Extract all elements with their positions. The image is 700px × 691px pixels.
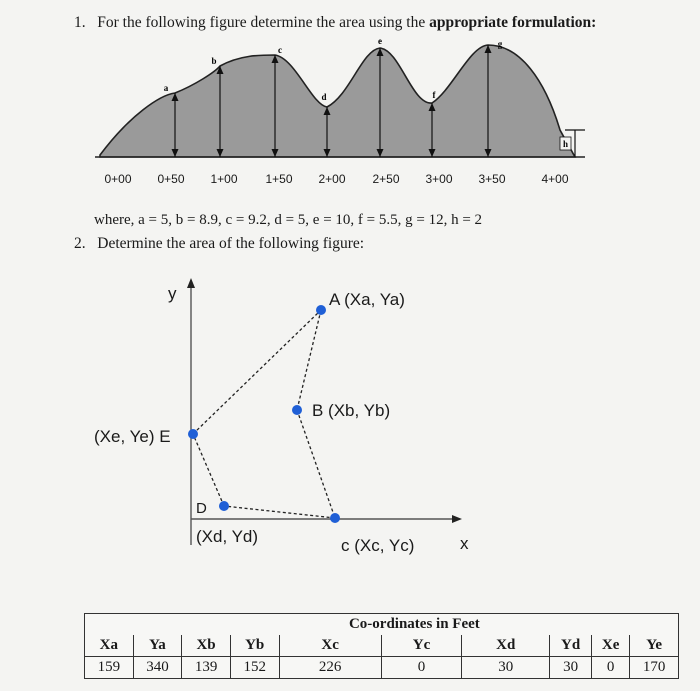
question-2-number: 2. xyxy=(74,235,86,252)
question-2-text: Determine the area of the following figure: xyxy=(97,235,365,252)
station-label: 3+00 xyxy=(425,172,453,186)
point-a xyxy=(316,305,326,315)
point-b xyxy=(292,405,302,415)
header-cell: Yb xyxy=(230,635,279,657)
y-axis-arrow xyxy=(187,278,195,288)
question-2-heading xyxy=(74,235,364,253)
value-cell: 159 xyxy=(85,657,134,679)
header-cell: Yd xyxy=(550,635,592,657)
station-label: 2+00 xyxy=(318,172,346,186)
value-cell: 30 xyxy=(550,657,592,679)
table-value-row xyxy=(85,657,679,679)
station-label: 2+50 xyxy=(372,172,400,186)
question-1-text: For the following figure determine the area using the xyxy=(97,14,430,31)
header-cell: Xb xyxy=(182,635,231,657)
label-a: a xyxy=(163,83,169,93)
header-cell: Xc xyxy=(279,635,381,657)
label-b: b xyxy=(211,56,217,66)
value-cell: 0 xyxy=(381,657,462,679)
label-d: d xyxy=(321,92,327,102)
area-profile-figure xyxy=(0,0,700,200)
station-label: 0+00 xyxy=(104,172,132,186)
point-d xyxy=(219,501,229,511)
point-c xyxy=(330,513,340,523)
x-axis-arrow xyxy=(452,515,462,523)
value-cell: 170 xyxy=(630,657,679,679)
point-e xyxy=(188,429,198,439)
header-cell: Xa xyxy=(85,635,134,657)
value-cell: 152 xyxy=(230,657,279,679)
point-e-label: (Xe, Ye) E xyxy=(94,427,171,446)
coordinates-table xyxy=(84,613,679,679)
label-f: f xyxy=(432,90,436,100)
station-label: 4+00 xyxy=(541,172,569,186)
header-cell: Ye xyxy=(630,635,679,657)
station-label: 1+50 xyxy=(265,172,293,186)
station-label: 1+00 xyxy=(210,172,238,186)
x-axis-label: x xyxy=(460,534,469,553)
header-cell: Xd xyxy=(462,635,550,657)
station-label: 0+50 xyxy=(157,172,185,186)
header-cell: Xe xyxy=(592,635,630,657)
station-label: 3+50 xyxy=(478,172,506,186)
value-cell: 30 xyxy=(462,657,550,679)
point-d-letter: D xyxy=(196,500,207,517)
label-h: h xyxy=(562,139,569,149)
header-cell: Yc xyxy=(381,635,462,657)
label-g: g xyxy=(497,39,503,49)
table-header-row xyxy=(85,635,679,657)
point-c-label: c (Xc, Yc) xyxy=(341,536,415,555)
value-cell: 226 xyxy=(279,657,381,679)
title-spacer-right xyxy=(550,614,679,636)
point-b-label: B (Xb, Yb) xyxy=(312,401,391,420)
value-cell: 0 xyxy=(592,657,630,679)
header-cell: Ya xyxy=(133,635,182,657)
point-a-label: A (Xa, Ya) xyxy=(329,290,405,309)
label-c: c xyxy=(278,45,282,55)
profile-shaded-area xyxy=(100,45,575,157)
point-d-label: (Xd, Yd) xyxy=(196,527,259,546)
question-1-bold-text: appropriate formulation: xyxy=(429,14,597,31)
label-e: e xyxy=(378,36,382,46)
table-title: Co-ordinates in Feet xyxy=(279,614,550,636)
value-cell: 340 xyxy=(133,657,182,679)
value-cell: 139 xyxy=(182,657,231,679)
title-spacer-left xyxy=(85,614,280,636)
y-axis-label: y xyxy=(168,284,177,303)
question-1-number: 1. xyxy=(74,14,86,31)
where-statement: where, a = 5, b = 8.9, c = 9.2, d = 5, e = 10, f = 5.5, g = 12, h = 2 xyxy=(94,212,483,228)
station-labels xyxy=(0,172,700,190)
